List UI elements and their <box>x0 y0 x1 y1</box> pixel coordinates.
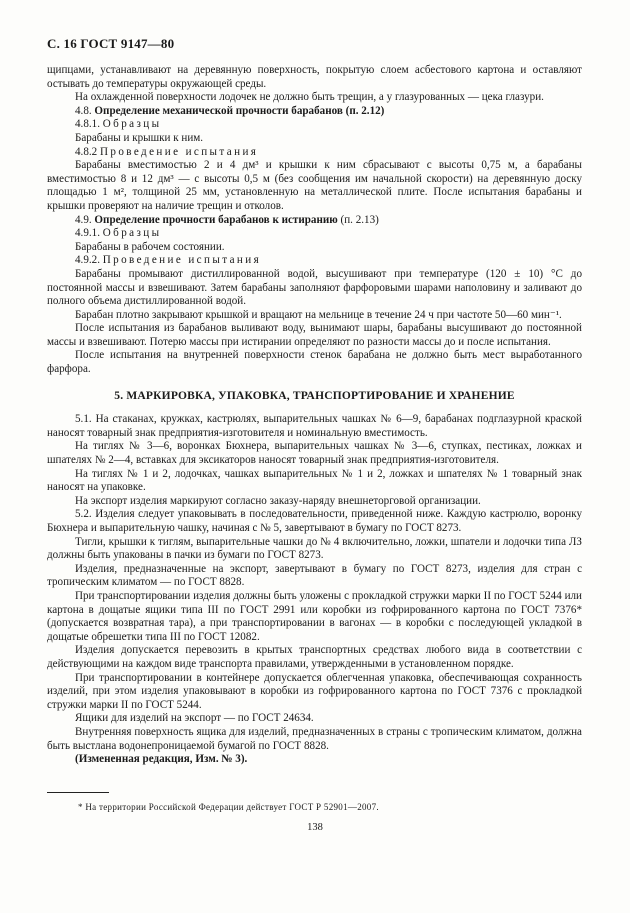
paragraph: При транспортировании изделия должны быть уложены с прокладкой стружки марки II по ГОСТ 5244 или картона в дощатые ящики типа III по ГОСТ 2991 или коробки из гофрированного картона по ГОСТ 7376* (допускается возвратная тара), а при транспортировании в вагонах — в коробки с последующей укладкой в дощатые обрешетки типа III по ГОСТ 12082. <box>47 589 582 643</box>
paragraph: На экспорт изделия маркируют согласно заказу-наряду внешнеторговой организации. <box>75 494 481 507</box>
clause-subheading: Проведение испытания <box>99 145 259 158</box>
footnote-divider <box>47 792 109 793</box>
clause-4-8-1 <box>47 118 582 132</box>
section-title: 5. МАРКИРОВКА, УПАКОВКА, ТРАНСПОРТИРОВАНИЕ И ХРАНЕНИЕ <box>114 389 515 402</box>
clause-heading: Определение механической прочности барабанов (п. 2.12) <box>94 104 385 117</box>
paragraph: Изделия, предназначенные на экспорт, завертывают в бумагу по ГОСТ 8273, изделия для стран с тропическим климатом — по ГОСТ 8828. <box>47 562 582 589</box>
paragraph: После испытания из барабанов выливают воду, вынимают шары, барабаны высушивают до постоянной массы и взвешивают. Потерю массы при истирании определяют по разности массы до и после испытания. <box>47 322 582 348</box>
paragraph: Тигли, крышки к тиглям, выпарительные чашки до № 4 включительно, ложки, шпатели и лодочки типа ЛЗ должны быть упакованы в пачки из бумаги по ГОСТ 8273. <box>47 535 582 562</box>
paragraph: 5.2. Изделия следует упаковывать в последовательности, приведенной ниже. Каждую кастрюлю, воронку Бюхнера и выпарительную чашку, начиная с № 5, завертывают в бумагу по ГОСТ 8273. <box>47 508 582 534</box>
paragraph: 5.1. На стаканах, кружках, кастрюлях, выпарительных чашках № 6—9, барабанах подглазурной краской наносят товарный знак предприятия-изготовителя и номинальную вместимость. <box>47 413 582 439</box>
paragraph: При транспортировании в контейнере допускается облегченная упаковка, обеспечивающая сохранность изделий, при этом изделия упаковывают в коробки из гофрированного картона по ГОСТ 7376 с прокладкой стружки марки II по ГОСТ 5244. <box>47 671 582 711</box>
paragraph: Ящики для изделий на экспорт — по ГОСТ 24634. <box>75 712 314 725</box>
paragraph: После испытания на внутренней поверхности стенок барабана не должно быть мест выработанного фарфора. <box>47 349 582 376</box>
paragraph: На тиглях № 1 и 2, лодочках, чашках выпарительных № 1 и 2, ложках и шпателях № 1 товарный знак наносят на упаковке. <box>47 467 582 494</box>
paragraph: Внутренняя поверхность ящика для изделий, предназначенных в страны с тропическим климатом, должна быть выстлана водонепроницаемой бумагой по ГОСТ 8828. <box>47 725 582 752</box>
page-body <box>47 64 582 767</box>
clause-subheading: Проведение испытания <box>102 254 262 267</box>
clause-heading: Определение прочности барабанов к истиранию <box>94 213 338 226</box>
paragraph: На тиглях № 3—6, воронках Бюхнера, выпарительных чашках № 3—6, ступках, пестиках, ложках и шпателях № 2—4, вставках для эксикаторов наносят товарный знак предприятия-изготовителя. <box>47 440 582 467</box>
clause-number: 4.9. <box>75 213 92 226</box>
paragraph: На охлажденной поверхности лодочек не должно быть трещин, а у глазурованных — цека глазури. <box>75 91 544 104</box>
clause-number: 4.8.2 <box>75 145 98 158</box>
clause-number: 4.8. <box>75 104 92 117</box>
paragraph: Барабаны в рабочем состоянии. <box>75 240 225 253</box>
clause-number: 4.9.1. <box>75 227 100 240</box>
clause-number: 4.9.2. <box>75 254 100 267</box>
footnote: * На территории Российской Федерации действует ГОСТ Р 52901—2007. <box>78 802 379 812</box>
paragraph: щипцами, устанавливают на деревянную поверхность, покрытую слоем асбестового картона и оставляют остывать до температуры окружающей среды. <box>47 64 582 90</box>
paragraph: Барабаны и крышки к ним. <box>75 131 204 144</box>
clause-4-9-2 <box>47 254 582 268</box>
clause-4-8-2 <box>47 146 582 160</box>
clause-subheading: Образцы <box>102 118 162 131</box>
clause-number: 4.8.1. <box>75 118 100 131</box>
amendment-note: (Измененная редакция, Изм. № 3). <box>75 753 248 766</box>
paragraph: Изделия допускается перевозить в крытых транспортных средствах любого вида в соответствии с действующими на каждом виде транспорта правилами, утвержденными в установленном порядке. <box>47 644 582 670</box>
clause-4-8 <box>47 105 582 119</box>
clause-4-9-1 <box>47 227 582 241</box>
paragraph: Барабаны промывают дистиллированной водой, высушивают при температуре (120 ± 10) °С до постоянной массы и взвешивают. Затем барабаны заполняют фарфоровыми шарами наполовину и заливают до полного объема дистиллированной водой. <box>47 267 582 308</box>
paragraph: Барабан плотно закрывают крышкой и вращают на мельнице в течение 24 ч при частоте 50—60 мин⁻¹. <box>75 308 562 321</box>
page-number: 138 <box>307 822 323 833</box>
clause-subheading: Образцы <box>102 227 162 240</box>
page-header: С. 16 ГОСТ 9147—80 <box>47 36 175 51</box>
clause-4-9 <box>47 214 582 228</box>
clause-reference: (п. 2.13) <box>340 213 379 226</box>
paragraph: Барабаны вместимостью 2 и 4 дм³ и крышки к ним сбрасывают с высоты 0,75 м, а барабаны вместимостью 8 и 12 дм³ — с высоты 0,5 м (без сообщения им начальной скорости) на деревянную доску площадью 1 м², толщиной 25 мм, установленную на металлической плите. После испытания барабаны и крышки проверяют на наличие трещин и отколов. <box>47 159 582 212</box>
